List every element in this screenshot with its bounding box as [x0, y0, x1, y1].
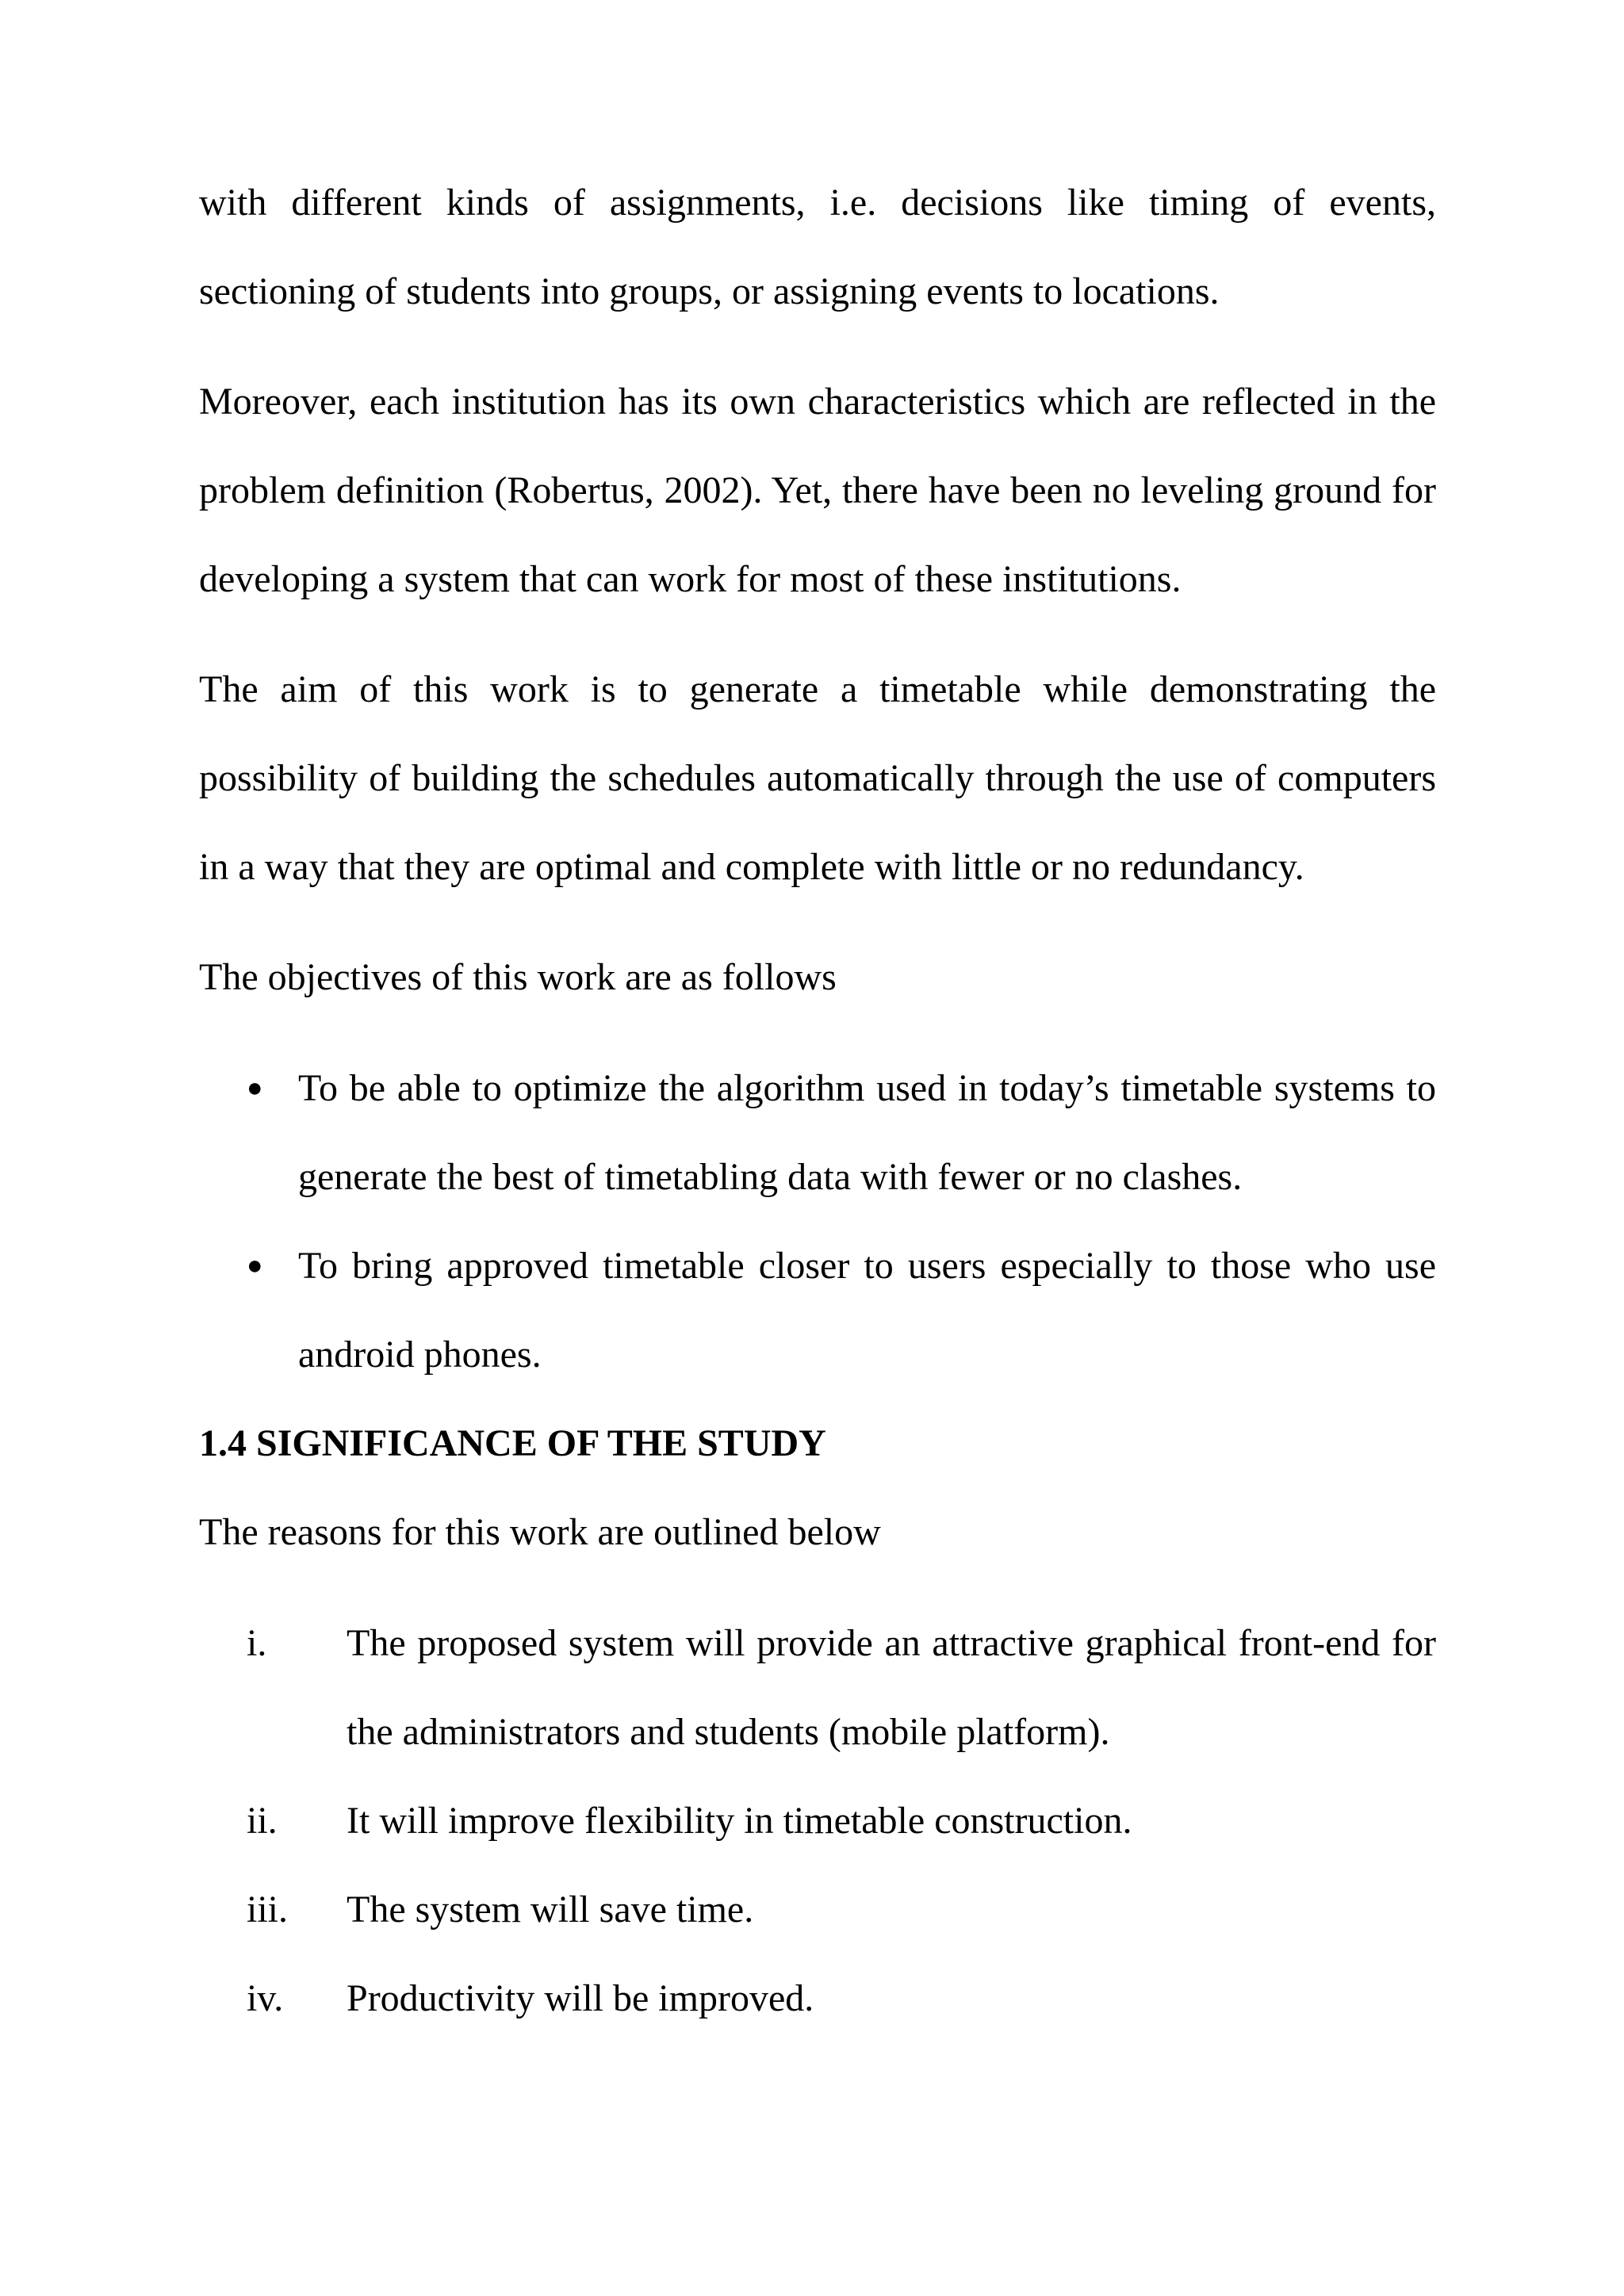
list-item [199, 1044, 1436, 1222]
list-number: i. [247, 1622, 267, 1664]
reason-text: The system will save time. [347, 1888, 754, 1931]
list-item [199, 1777, 1436, 1866]
list-number: ii. [247, 1800, 278, 1842]
list-item [199, 1599, 1436, 1777]
objective-text: To be able to optimize the algorithm used in today’s timetable systems to generate the best of timetabling data with fewer or no clashes. [298, 1067, 1436, 1198]
section-heading: 1.4 SIGNIFICANCE OF THE STUDY [199, 1422, 826, 1464]
list-number: iv. [247, 1977, 284, 2019]
list-item [199, 1222, 1436, 1399]
reason-text: Productivity will be improved. [347, 1977, 814, 2019]
reasons-list [199, 1599, 1436, 2043]
document-page [199, 159, 1436, 2043]
paragraph-assignments: with different kinds of assignments, i.e. decisions like timing of events, sectioning of students into groups, or assigning events to locations. [199, 182, 1436, 312]
list-item [199, 1866, 1436, 1954]
reason-text: The proposed system will provide an attractive graphical front-end for the administrators and students (mobile platform). [347, 1622, 1436, 1753]
section-intro: The reasons for this work are outlined below [199, 1511, 881, 1553]
list-item [199, 1954, 1436, 2043]
objectives-list [199, 1044, 1436, 1399]
objective-text: To bring approved timetable closer to users especially to those who use android phones. [298, 1245, 1436, 1376]
reason-text: It will improve flexibility in timetable construction. [347, 1800, 1132, 1842]
paragraph-institutions: Moreover, each institution has its own characteristics which are reflected in the problem definition (Robertus, 2002). Yet, there have been no leveling ground for developing a system that can work for most of these institutions. [199, 381, 1436, 600]
paragraph-aim: The aim of this work is to generate a timetable while demonstrating the possibility of building the schedules automatically through the use of computers in a way that they are optimal and complete with little or no redundancy. [199, 668, 1436, 888]
paragraph-objectives-intro: The objectives of this work are as follows [199, 956, 837, 998]
bullet-icon: ● [247, 1073, 263, 1103]
bullet-icon: ● [247, 1251, 263, 1280]
list-number: iii. [247, 1888, 289, 1931]
